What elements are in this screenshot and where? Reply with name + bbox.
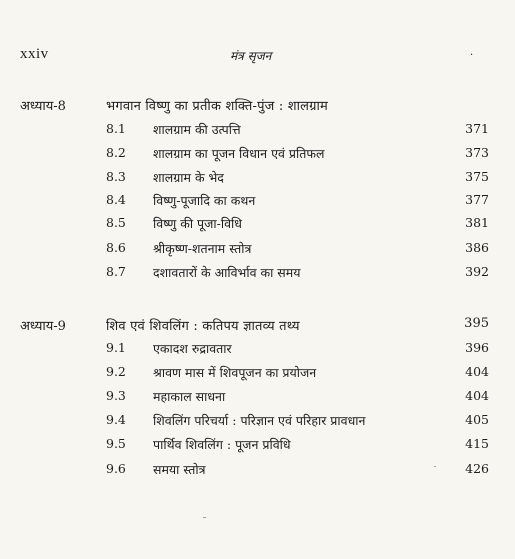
entry-title: पार्थिव शिवलिंग : पूजन प्रविधि: [153, 437, 291, 452]
entry-page: 404: [465, 364, 489, 379]
running-title: मंत्र सृजन: [230, 49, 272, 63]
toc-entry: [0, 169, 515, 189]
entry-page: 426: [465, 461, 489, 476]
entry-page: 381: [465, 215, 489, 230]
toc-entry: [0, 145, 515, 165]
toc-entry: [0, 215, 515, 235]
toc-entry: [0, 388, 515, 408]
scan-speck: [434, 466, 436, 467]
entry-page: 373: [465, 145, 489, 160]
entry-number: 8.7: [106, 264, 126, 279]
chapter-page: 395: [464, 316, 489, 331]
entry-number: 8.1: [106, 121, 126, 136]
toc-entry: [0, 240, 515, 260]
entry-number: 8.4: [106, 192, 126, 207]
entry-number: 8.6: [106, 240, 126, 255]
entry-title: श्रावण मास में शिवपूजन का प्रयोजन: [153, 365, 317, 380]
toc-entry: [0, 461, 515, 481]
entry-title: शालग्राम का पूजन विधान एवं प्रतिफल: [153, 146, 325, 161]
entry-number: 8.2: [106, 145, 126, 160]
entry-page: 377: [465, 192, 489, 207]
entry-number: 9.1: [106, 340, 126, 355]
entry-number: 9.3: [106, 388, 126, 403]
entry-number: 9.2: [106, 364, 126, 379]
entry-title: दशावतारों के आविर्भाव का समय: [153, 265, 301, 280]
entry-title: शिवलिंग परिचर्या : परिज्ञान एवं परिहार प्रावधान: [153, 413, 366, 428]
page-number: xxiv: [20, 46, 49, 62]
chapter-title: भगवान विष्णु का प्रतीक शक्ति-पुंज : शालग्राम: [106, 99, 329, 114]
toc-entry: [0, 364, 515, 384]
toc-entry: [0, 192, 515, 212]
toc-entry: [0, 436, 515, 456]
entry-title: विष्णु की पूजा-विधि: [153, 216, 242, 231]
entry-title: एकादश रुद्रावतार: [153, 341, 232, 356]
entry-number: 9.6: [106, 461, 126, 476]
entry-page: 415: [465, 436, 489, 451]
entry-title: शालग्राम की उत्पत्ति: [153, 122, 241, 137]
entry-number: 9.5: [106, 436, 126, 451]
entry-title: महाकाल साधना: [153, 389, 226, 404]
entry-page: 405: [465, 412, 489, 427]
entry-page: 392: [465, 264, 489, 279]
entry-title: श्रीकृष्ण-शतनाम स्तोत्र: [153, 241, 252, 256]
chapter-title: शिव एवं शिवलिंग : कतिपय ज्ञातव्य तथ्य: [106, 319, 300, 334]
scan-speck: [203, 517, 206, 518]
running-head: [0, 46, 515, 66]
entry-number: 8.5: [106, 215, 126, 230]
entry-title: विष्णु-पूजादि का कथन: [153, 193, 256, 208]
toc-entry: [0, 121, 515, 141]
entry-number: 9.4: [106, 412, 126, 427]
entry-page: 404: [465, 388, 489, 403]
entry-page: 375: [465, 169, 489, 184]
entry-page: 371: [465, 121, 489, 136]
toc-entry: [0, 264, 515, 284]
entry-number: 8.3: [106, 169, 126, 184]
toc-entry: [0, 412, 515, 432]
header-mark: ·: [470, 50, 474, 61]
entry-page: 396: [465, 340, 489, 355]
entry-title: समया स्तोत्र: [153, 462, 206, 477]
entry-page: 386: [465, 240, 489, 255]
chapter-label: अध्याय-8: [20, 99, 66, 114]
chapter-label: अध्याय-9: [20, 319, 66, 334]
toc-entry: [0, 340, 515, 360]
entry-title: शालग्राम के भेद: [153, 170, 224, 185]
